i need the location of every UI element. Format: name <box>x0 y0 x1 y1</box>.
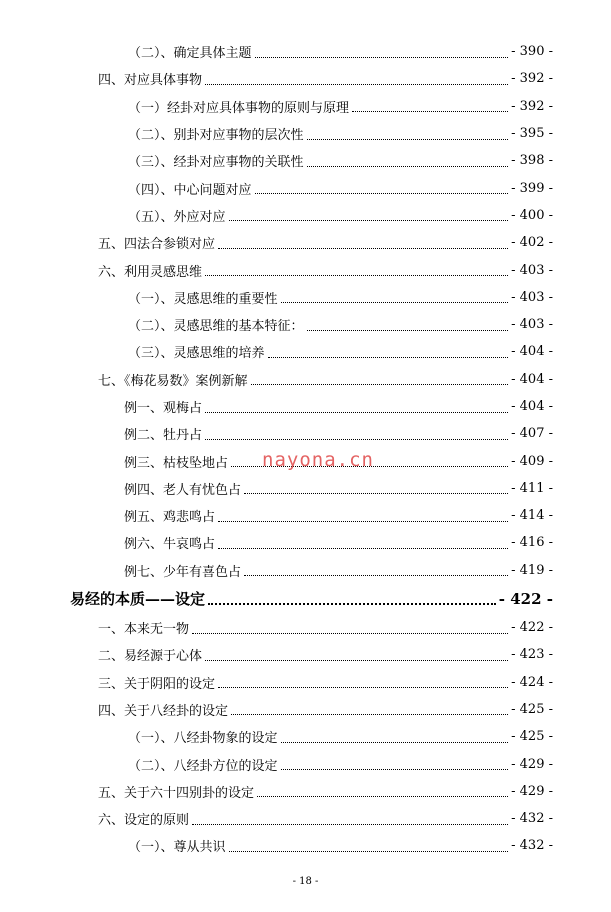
toc-entry-title: 六、设定的原则 <box>98 809 190 828</box>
toc-entry-title: 例一、观梅占 <box>124 397 203 416</box>
toc-entry[interactable] <box>0 256 611 283</box>
toc-entry[interactable] <box>0 120 611 147</box>
toc-entry-title: 七、《梅花易数》案例新解 <box>98 370 249 389</box>
toc-entry[interactable] <box>0 338 611 365</box>
toc-entry-page: - 403 - <box>511 262 553 278</box>
toc-entry-page: - 424 - <box>511 674 553 690</box>
dot-leader <box>307 165 509 167</box>
toc-entry-page: - 429 - <box>511 756 553 772</box>
toc-entry-page: - 411 - <box>511 480 553 496</box>
dot-leader <box>255 192 509 194</box>
toc-entry-title: 例六、牛哀鸣占 <box>124 533 216 552</box>
toc-entry-title: 一、本来无一物 <box>98 618 190 637</box>
dot-leader <box>218 247 508 249</box>
toc-entry-title: （一）、尊从共识 <box>128 836 227 855</box>
toc-entry[interactable] <box>0 778 611 805</box>
dot-leader <box>307 138 509 140</box>
dot-leader <box>205 438 508 440</box>
dot-leader <box>231 713 508 715</box>
toc-entry-page: - 404 - <box>511 371 553 387</box>
toc-entry-page: - 403 - <box>511 317 553 333</box>
toc-entry-title: 五、关于六十四别卦的设定 <box>98 782 255 801</box>
dot-leader <box>205 274 508 276</box>
toc-entry-title: （三）、灵感思维的培养 <box>128 342 266 361</box>
toc-entry[interactable] <box>0 366 611 393</box>
toc-entry[interactable] <box>0 393 611 420</box>
toc-entry-page: - 392 - <box>511 98 553 114</box>
dot-leader <box>218 520 508 522</box>
toc-entry-page: - 432 - <box>511 838 553 854</box>
toc-entry-title: 三、关于阴阳的设定 <box>98 673 216 692</box>
toc-entry-page: - 390 - <box>511 44 553 60</box>
dot-leader <box>307 329 509 331</box>
toc-entry[interactable] <box>0 696 611 723</box>
toc-entry-page: - 414 - <box>511 508 553 524</box>
dot-leader <box>281 301 509 303</box>
toc-entry[interactable] <box>0 38 611 65</box>
page-number: - 18 - <box>292 876 319 887</box>
toc-entry-page: - 429 - <box>511 783 553 799</box>
toc-entry-page: - 399 - <box>511 180 553 196</box>
toc-entry-title: 二、易经源于心体 <box>98 645 203 664</box>
dot-leader <box>255 56 509 58</box>
toc-entry[interactable] <box>0 93 611 120</box>
watermark: nayona.cn <box>262 449 374 471</box>
toc-entry[interactable] <box>0 174 611 201</box>
toc-entry-page: - 395 - <box>511 126 553 142</box>
dot-leader <box>229 850 509 852</box>
dot-leader <box>244 492 508 494</box>
toc-entry[interactable] <box>0 475 611 502</box>
toc-entry-page: - 404 - <box>511 344 553 360</box>
toc-entry[interactable] <box>0 614 611 641</box>
dot-leader <box>208 602 496 605</box>
toc-entry-page: - 407 - <box>511 426 553 442</box>
dot-leader <box>205 411 508 413</box>
toc-entry-title: 例三、枯枝坠地占 <box>124 452 229 471</box>
dot-leader <box>281 741 509 743</box>
toc-entry-title: 四、对应具体事物 <box>98 69 203 88</box>
dot-leader <box>229 219 509 221</box>
toc-entry-title: （五）、外应对应 <box>128 206 227 225</box>
toc-entry-title: 例七、少年有喜色占 <box>124 561 242 580</box>
toc-entry[interactable] <box>0 65 611 92</box>
toc-entry-title: （二）、别卦对应事物的层次性 <box>128 124 305 143</box>
toc-entry-page: - 392 - <box>511 71 553 87</box>
dot-leader <box>251 383 509 385</box>
toc-entry-title: 易经的本质——设定 <box>70 590 206 609</box>
toc-entry-title: （二）、灵感思维的基本特征： <box>128 315 305 334</box>
dot-leader <box>257 795 508 797</box>
toc-entry-title: 例四、老人有忧色占 <box>124 479 242 498</box>
toc-entry[interactable] <box>0 805 611 832</box>
toc-entry-title: 五、四法合参锁对应 <box>98 233 216 252</box>
toc-entry[interactable] <box>0 311 611 338</box>
toc-entry-title: 例五、鸡悲鸣占 <box>124 506 216 525</box>
toc-entry[interactable] <box>0 229 611 256</box>
toc-entry[interactable] <box>0 557 611 584</box>
toc-entry-page: - 416 - <box>511 535 553 551</box>
dot-leader <box>244 574 508 576</box>
toc-entry[interactable] <box>0 641 611 668</box>
toc-entry-page: - 419 - <box>511 562 553 578</box>
toc-entry-page: - 409 - <box>511 453 553 469</box>
toc-entry[interactable] <box>0 284 611 311</box>
toc-entry-title: （一）、灵感思维的重要性 <box>128 288 279 307</box>
dot-leader <box>268 356 509 358</box>
toc-entry-page: - 432 - <box>511 811 553 827</box>
toc-entry-title: （二）、确定具体主题 <box>128 42 253 61</box>
toc-entry[interactable] <box>0 750 611 777</box>
toc-entry-page: - 425 - <box>511 701 553 717</box>
toc-entry-page: - 422 - <box>498 589 553 608</box>
toc-entry[interactable] <box>0 832 611 859</box>
toc-entry-page: - 425 - <box>511 729 553 745</box>
toc-entry-title: 例二、牡丹占 <box>124 424 203 443</box>
toc-entry-page: - 422 - <box>511 620 553 636</box>
toc-entry-title: 四、关于八经卦的设定 <box>98 700 229 719</box>
toc-entry-title: （三）、经卦对应事物的关联性 <box>128 151 305 170</box>
toc-entry[interactable] <box>0 723 611 750</box>
dot-leader <box>281 768 509 770</box>
toc-entry[interactable] <box>0 584 611 614</box>
dot-leader <box>218 547 508 549</box>
toc-entry-title: （一）、八经卦物象的设定 <box>128 727 279 746</box>
toc-entry-page: - 402 - <box>511 235 553 251</box>
toc-entry-title: 六、利用灵感思维 <box>98 261 203 280</box>
dot-leader <box>205 83 508 85</box>
toc-entry-page: - 403 - <box>511 289 553 305</box>
toc-entry-page: - 398 - <box>511 153 553 169</box>
toc-entry-page: - 404 - <box>511 399 553 414</box>
toc-entry-page: - 400 - <box>511 207 553 223</box>
dot-leader <box>352 110 508 112</box>
dot-leader <box>192 632 508 634</box>
toc-entry[interactable] <box>0 202 611 229</box>
toc-entry-title: （四）、中心问题对应 <box>128 179 253 198</box>
toc-entry[interactable] <box>0 502 611 529</box>
dot-leader <box>192 823 508 825</box>
toc-entry[interactable] <box>0 147 611 174</box>
dot-leader <box>218 686 508 688</box>
toc-entry-title: （二）、八经卦方位的设定 <box>128 755 279 774</box>
toc-entry[interactable] <box>0 420 611 447</box>
toc-entry-page: - 423 - <box>511 647 553 663</box>
dot-leader <box>205 659 508 661</box>
toc-entry[interactable] <box>0 669 611 696</box>
toc-entry-title: （一）经卦对应具体事物的原则与原理 <box>128 97 350 116</box>
toc-entry[interactable] <box>0 529 611 556</box>
